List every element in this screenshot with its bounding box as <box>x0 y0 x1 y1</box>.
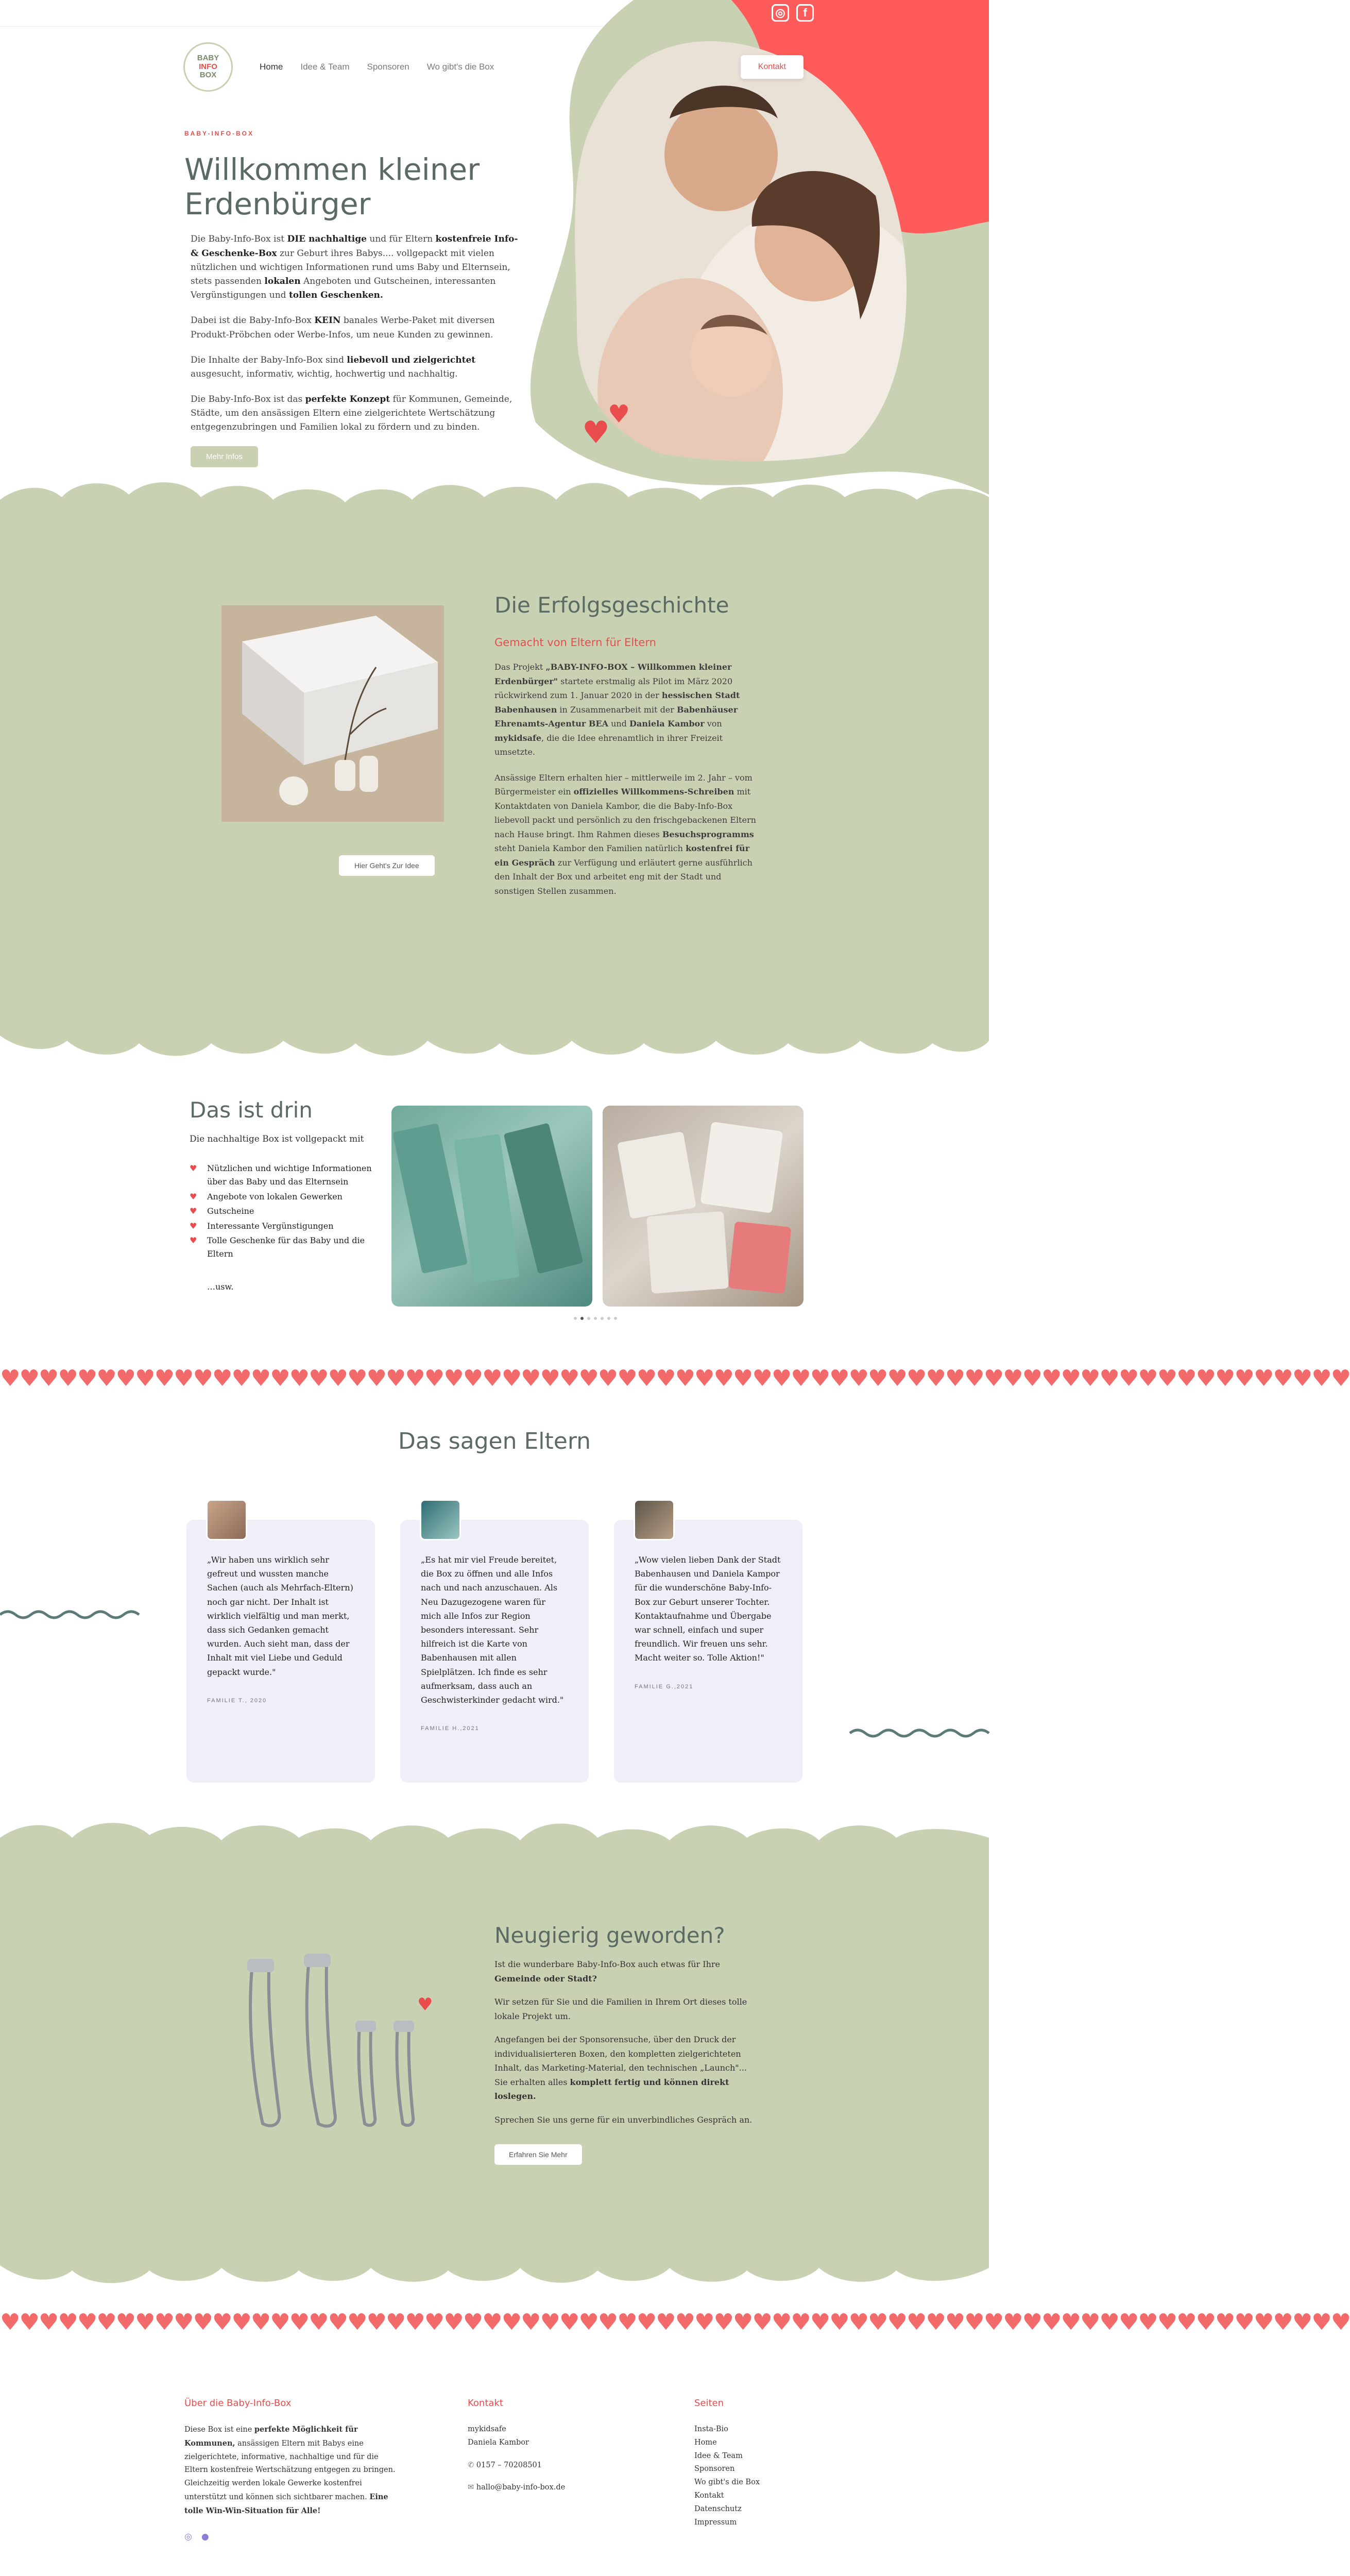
slide-1-illustration <box>391 1106 592 1307</box>
learn-more-button[interactable]: Erfahren Sie Mehr <box>494 2144 582 2165</box>
hearts-divider-1: ♥♥♥♥♥♥♥♥♥♥♥♥♥♥♥♥♥♥♥♥♥♥♥♥♥♥♥♥♥♥♥♥♥♥♥♥♥♥♥♥♥♥♥♥♥♥♥♥♥♥♥♥♥♥♥♥♥♥♥♥♥♥♥♥♥♥♥♥♥♥ <box>0 1365 1350 1392</box>
testimonial-author: FAMILIE G.,2021 <box>635 1683 694 1690</box>
testimonial-author: FAMILIE H.,2021 <box>421 1725 480 1732</box>
carousel-dot[interactable] <box>594 1317 597 1320</box>
hero-text <box>184 130 535 467</box>
footer-link-home[interactable]: Home <box>694 2438 717 2447</box>
story-paragraph-2: Ansässige Eltern erhalten hier – mittlerweile im 2. Jahr – vom Bürgermeister ein offizielles Willkommens-Schreiben mit Kontaktdaten von Daniela Kambor, die die Baby-Info-Box liebevoll packt und persönlich zu den frischgebackenen Eltern nach Hause bringt. Ihm Rahmen dieses Besuchsprogramms steht Daniela Kambor den Familien natürlich kostenfrei für ein Gespräch zur Verfügung und erläutert gerne ausführlich den Inhalt der Box und arbeitet eng mit der Stadt und sonstigen Stellen zusammen. <box>494 772 756 896</box>
slide-2-illustration <box>603 1106 804 1307</box>
footer-contact-title: Kontakt <box>468 2398 503 2409</box>
social-links-top <box>772 4 814 22</box>
footer-about <box>184 2398 401 2542</box>
avatar <box>634 1499 675 1540</box>
footer-phone[interactable]: ✆ 0157 – 70208501 <box>468 2461 542 2469</box>
svg-text:♥: ♥ <box>608 400 630 429</box>
logo-text-info: INFO <box>199 62 217 71</box>
curious-paragraph-2: Wir setzen für Sie und die Familien in Ihrem Ort dieses tolle lokale Projekt um. <box>494 1997 747 2021</box>
mail-icon: ✉ <box>468 2483 474 2492</box>
footer-pages-list <box>694 2423 808 2529</box>
footer-about-text: Diese Box ist eine perfekte Möglichkeit für Kommunen, ansässigen Eltern mit Babys eine zielgerichtete, informative, nachhaltige und für die Eltern kostenfreie Wertschätzung entgegen zu bringen. Gleichzeitig werden lokale Gewerke kostenfrei unterstützt und können sich sichtbarer machen. Eine tolle Win-Win-Situation für Alle! <box>184 2425 396 2515</box>
nav-sponsoren[interactable]: Sponsoren <box>367 62 409 72</box>
footer-social <box>184 2532 401 2542</box>
story-title: Die Erfolgsgeschichte <box>494 592 729 618</box>
svg-text:♥: ♥ <box>582 415 610 451</box>
carousel-dot[interactable] <box>614 1317 617 1320</box>
carousel-dots <box>574 1317 617 1320</box>
testimonial-card-1 <box>186 1520 375 1783</box>
footer-link-idee-team[interactable]: Idee & Team <box>694 2451 743 2460</box>
site-header <box>183 41 804 93</box>
cloud-edge-top <box>0 1815 989 1861</box>
contact-button[interactable]: Kontakt <box>741 55 804 79</box>
hero-title-line1: Willkommen kleiner <box>184 152 480 187</box>
list-item: ♥ Gutscheine <box>190 1205 375 1218</box>
footer-link-wo-gibts[interactable]: Wo gibt's die Box <box>694 2478 760 2487</box>
carousel-dot[interactable] <box>574 1317 577 1320</box>
story-text <box>494 592 762 898</box>
hero-paragraph-3: Die Inhalte der Baby-Info-Box sind liebevoll und zielgerichtet ausgesucht, informativ, wichtig, hochwertig und nachhaltig. <box>191 354 476 379</box>
avatar <box>420 1499 461 1540</box>
safety-pins-illustration <box>232 1954 438 2139</box>
testimonials-section <box>0 1392 989 1815</box>
testimonial-author: FAMILIE T., 2020 <box>207 1697 267 1704</box>
footer-about-title: Über die Baby-Info-Box <box>184 2398 292 2409</box>
curious-paragraph-3: Angefangen bei der Sponsorensuche, über den Druck der individualisierteren Boxen, den kompletten zielgerichteten Inhalt, das Marketing-Material, den technischen „Launch"... Sie erhalten alles komplett fertig und können direkt loslegen. <box>494 2035 747 2102</box>
curious-title: Neugierig geworden? <box>494 1923 725 1948</box>
testimonial-quote: „Wow vielen lieben Dank der Stadt Babenhausen und Daniela Kampor für die wunderschöne Baby-Info-Box zur Geburt unserer Tochter. Kontaktaufnahme und Übergabe war schnell, einfach und super freundlich. Wir freuen uns sehr. Macht weiter so. Tolle Aktion!" <box>635 1555 781 1663</box>
testimonial-card-2 <box>400 1520 589 1783</box>
footer-pages <box>694 2398 808 2529</box>
footer-email[interactable]: ✉ hallo@baby-info-box.de <box>468 2483 566 2492</box>
contents-list <box>190 1162 375 1261</box>
nav-home[interactable]: Home <box>260 62 283 72</box>
nav-wo-gibts-die-box[interactable]: Wo gibt's die Box <box>426 62 494 72</box>
hero-paragraph-1: Die Baby-Info-Box ist DIE nachhaltige und für Eltern kostenfreie Info- & Geschenke-Box zur Geburt ihres Babys.... vollgepackt mit vielen nützlichen und wichtigen Informationen rund ums Baby und Elternsein, stets passenden lokalen Angeboten und Gutscheinen, interessanten Vergünstigungen und tollen Geschenken. <box>191 234 518 301</box>
site-footer <box>0 2336 989 2576</box>
box-photo-illustration <box>221 605 444 822</box>
carousel-slide-1[interactable] <box>391 1106 592 1307</box>
footer-contact-company: mykidsafe <box>468 2425 506 2433</box>
testimonials-title: Das sagen Eltern <box>398 1428 591 1454</box>
footer-contact-person: Daniela Kambor <box>468 2438 529 2447</box>
list-item: ♥ Nützlichen und wichtige Informationen über das Baby und das Elternsein <box>190 1162 375 1189</box>
instagram-icon[interactable]: ◎ <box>184 2531 192 2542</box>
heart-icon: ♥ <box>190 1206 197 1216</box>
instagram-icon[interactable]: ◎ <box>772 4 789 22</box>
curious-section <box>0 1856 989 2247</box>
list-item: ♥ Interessante Vergünstigungen <box>190 1219 375 1233</box>
hero-section <box>0 0 989 495</box>
hero-title <box>184 152 535 221</box>
testimonial-card-3 <box>614 1520 802 1783</box>
heart-icon: ♥ <box>190 1221 197 1231</box>
success-story-section <box>0 515 989 1020</box>
contents-subtitle: Die nachhaltige Box ist vollgepackt mit <box>190 1134 364 1144</box>
box-photo <box>221 605 444 822</box>
cloud-edge-bottom <box>0 2242 989 2289</box>
carousel-dot[interactable] <box>601 1317 604 1320</box>
carousel-slide-2[interactable] <box>603 1106 804 1307</box>
idea-button[interactable]: Hier Geht's Zur Idee <box>339 855 435 876</box>
main-nav <box>260 62 494 72</box>
footer-link-sponsoren[interactable]: Sponsoren <box>694 2465 735 2473</box>
carousel-dot[interactable] <box>587 1317 590 1320</box>
logo-text-baby: BABY <box>197 54 219 63</box>
facebook-icon[interactable]: f <box>796 4 814 22</box>
more-info-button[interactable]: Mehr Infos <box>191 446 258 467</box>
wave-decoration-left <box>0 1608 139 1621</box>
hero-title-line2: Erdenbürger <box>184 186 371 222</box>
story-subtitle: Gemacht von Eltern für Eltern <box>494 636 656 649</box>
phone-icon: ✆ <box>468 2461 474 2469</box>
footer-contact <box>468 2398 571 2495</box>
footer-link-impressum[interactable]: Impressum <box>694 2518 737 2527</box>
contents-text <box>190 1097 375 1292</box>
footer-pages-title: Seiten <box>694 2398 724 2409</box>
hero-paragraph-2: Dabei ist die Baby-Info-Box KEIN banales Werbe-Paket mit diversen Produkt-Pröbchen oder Werbe-Infos, um neue Kunden zu gewinnen. <box>191 315 495 340</box>
testimonial-quote: „Wir haben uns wirklich sehr gefreut und wussten manche Sachen (auch als Mehrfach-Eltern) noch gar nicht. Der Inhalt ist wirklich vielfältig und man merkt, dass sich Gedanken gemacht wurden. Auch sieht man, dass der Inhalt mit viel Liebe und Geduld gepackt wurde." <box>207 1555 353 1677</box>
contents-title: Das ist drin <box>190 1097 313 1123</box>
cloud-edge-top <box>0 474 989 520</box>
footer-link-insta-bio[interactable]: Insta-Bio <box>694 2425 728 2433</box>
facebook-icon[interactable]: ● <box>201 2531 209 2542</box>
carousel-dot-active[interactable] <box>580 1317 584 1320</box>
story-paragraph-1: Das Projekt „BABY-INFO-BOX – Willkommen kleiner Erdenbürger" startete erstmalig als Pilot im März 2020 rückwirkend zum 1. Januar 2020 in der hessischen Stadt Babenhausen in Zusammenarbeit mit der Babenhäuser Ehrenamts-Agentur BEA und Daniela Kambor von mykidsafe, die die Idee ehrenamtlich in ihrer Freizeit umsetzte. <box>494 662 740 757</box>
curious-text <box>494 1923 762 2165</box>
footer-link-datenschutz[interactable]: Datenschutz <box>694 2504 742 2513</box>
cloud-edge-bottom <box>0 1015 989 1061</box>
heart-icon: ♥ <box>190 1191 197 1201</box>
footer-link-kontakt[interactable]: Kontakt <box>694 2491 724 2500</box>
list-item: ♥ Angebote von lokalen Gewerken <box>190 1190 375 1204</box>
nav-idee-team[interactable]: Idee & Team <box>300 62 350 72</box>
testimonial-quote: „Es hat mir viel Freude bereitet, die Box zu öffnen und alle Infos nach und nach anzuschauen. Als Neu Dazugezogene waren für mich alle Infos zur Region besonders interessant. Sehr hilfreich ist die Karte von Babenhausen mit allen Spielplätzen. Ich finde es sehr aufmerksam, dass auch an Geschwisterkinder gedacht wird." <box>421 1555 564 1705</box>
curious-paragraph-4: Sprechen Sie uns gerne für ein unverbindliches Gespräch an. <box>494 2114 753 2125</box>
heart-icon: ♥ <box>190 1163 197 1173</box>
contents-etc: …usw. <box>207 1281 234 1292</box>
logo[interactable] <box>183 42 233 92</box>
wave-decoration-right <box>850 1727 989 1739</box>
avatar <box>206 1499 247 1540</box>
hero-eyebrow: BABY-INFO-BOX <box>184 130 254 137</box>
hero-paragraph-4: Die Baby-Info-Box ist das perfekte Konzept für Kommunen, Gemeinde, Städte, um den ansässigen Eltern eine zielgerichtete Wertschätzung entgegenzubringen und Familien lokal zu fördern und zu binden. <box>191 394 512 433</box>
heart-icon: ♥ <box>190 1235 197 1245</box>
list-item: ♥ Tolle Geschenke für das Baby und die Eltern <box>190 1234 375 1261</box>
contents-section <box>0 1077 989 1365</box>
carousel-dot[interactable] <box>607 1317 610 1320</box>
curious-paragraph-1: Ist die wunderbare Baby-Info-Box auch etwas für Ihre Gemeinde oder Stadt? <box>494 1959 721 1984</box>
svg-text:♥: ♥ <box>417 1994 433 2015</box>
logo-text-box: BOX <box>199 71 217 80</box>
hearts-divider-2: ♥♥♥♥♥♥♥♥♥♥♥♥♥♥♥♥♥♥♥♥♥♥♥♥♥♥♥♥♥♥♥♥♥♥♥♥♥♥♥♥♥♥♥♥♥♥♥♥♥♥♥♥♥♥♥♥♥♥♥♥♥♥♥♥♥♥♥♥♥♥ <box>0 2309 1350 2335</box>
